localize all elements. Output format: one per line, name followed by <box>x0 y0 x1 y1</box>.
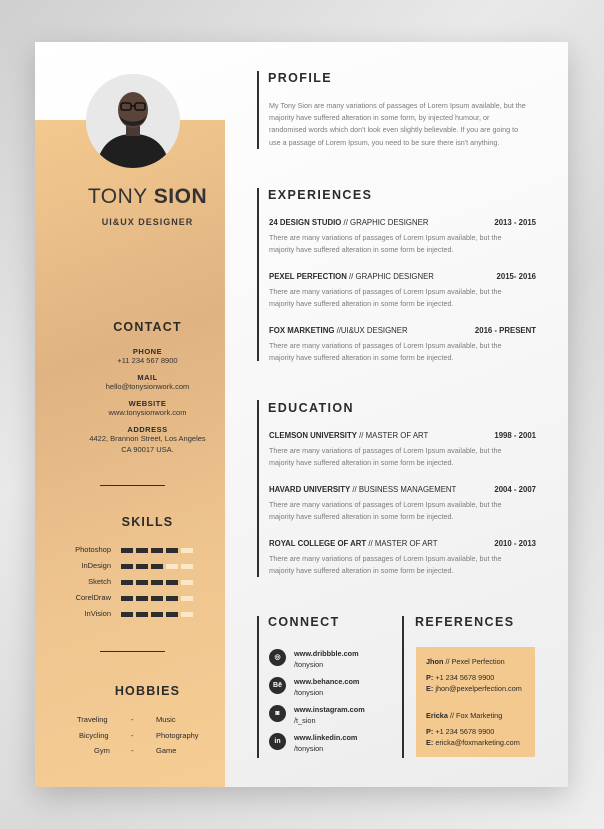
entry-description-line: There are many variations of passages of Lorem Ipsum available, but the <box>269 287 502 296</box>
skill-dot-filled <box>121 548 133 553</box>
entry-organization: CLEMSON UNIVERSITY <box>269 431 357 440</box>
reference-separator: // <box>447 711 457 720</box>
skill-label: InVision <box>84 609 111 618</box>
entry-description-line: majority have suffered alteration in some form be injected. <box>269 245 454 255</box>
entry-years: 2015- 2016 <box>496 272 536 281</box>
skill-dot-empty <box>181 548 193 553</box>
hobby-separator: - <box>131 746 134 755</box>
reference-person: Jhon <box>426 657 444 666</box>
website-value: www.tonysionwork.com <box>108 408 187 417</box>
reference-company: Pexel Perfection <box>451 657 505 666</box>
reference-phone-label: P: <box>426 727 434 736</box>
skill-label: Photoshop <box>75 545 111 554</box>
references-heading: REFERENCES <box>415 615 515 629</box>
entry-heading <box>269 272 434 281</box>
skill-dot-filled <box>151 564 163 569</box>
entry-description-line: There are many variations of passages of Lorem Ipsum available, but the <box>269 446 502 455</box>
entry-position: MASTER OF ART <box>374 539 438 548</box>
reference-phone <box>426 727 494 736</box>
reference-phone-label: P: <box>426 673 434 682</box>
entry-separator: // <box>366 539 375 548</box>
person-name: TONY SION <box>87 185 208 208</box>
entry-years: 2010 - 2013 <box>494 539 536 548</box>
hobby-separator: - <box>131 715 134 724</box>
entry-description-line: majority have suffered alteration in some form be injected. <box>269 299 454 309</box>
skill-dot-empty <box>166 564 178 569</box>
entry-organization: PEXEL PERFECTION <box>269 272 347 281</box>
entry-separator: // <box>350 485 359 494</box>
skill-dot-filled <box>136 612 148 617</box>
divider <box>100 485 165 486</box>
entry-years: 2004 - 2007 <box>494 485 536 494</box>
profile-line: randomised words which don't look even slightly believable. If you are going to <box>269 125 519 135</box>
instagram-icon: ◙ <box>269 705 286 722</box>
hobby-item: Gym <box>94 746 110 755</box>
reference-person: Ericka <box>426 711 448 720</box>
entry-position: UI&UX DESIGNER <box>340 326 408 335</box>
skill-dot-filled <box>121 612 133 617</box>
reference-name <box>426 711 502 720</box>
phone-label: PHONE <box>132 347 163 356</box>
skill-dot-filled <box>166 612 178 617</box>
reference-separator: // <box>443 657 452 666</box>
entry-description <box>269 286 535 310</box>
phone-value: +11 234 567 8900 <box>117 356 178 365</box>
reference-email <box>426 684 522 693</box>
contact-heading: CONTACT <box>113 320 182 334</box>
skill-dot-filled <box>136 596 148 601</box>
skill-dot-filled <box>121 580 133 585</box>
connect-heading: CONNECT <box>268 615 340 629</box>
skill-dot-filled <box>151 580 163 585</box>
skill-label: Sketch <box>88 577 111 586</box>
reference-phone <box>426 673 494 682</box>
entry-organization: HAVARD UNIVERSITY <box>269 485 351 494</box>
education-heading: EDUCATION <box>268 401 354 415</box>
behance-icon: Bē <box>269 677 286 694</box>
connect-handle: /tonysion <box>294 744 324 753</box>
skill-dot-filled <box>151 612 163 617</box>
entry-heading <box>269 539 438 548</box>
address-line-2: CA 90017 USA. <box>121 445 174 454</box>
entry-position: MASTER OF ART <box>365 431 429 440</box>
reference-company: Fox Marketing <box>456 711 503 720</box>
entry-description-line: There are many variations of passages of Lorem Ipsum available, but the <box>269 233 502 242</box>
entry-description-line: majority have suffered alteration in some form be injected. <box>269 512 454 522</box>
connect-site: www.dribbble.com <box>294 649 359 658</box>
connect-handle: /t_sion <box>294 716 316 725</box>
reference-email-label: E: <box>426 738 434 747</box>
entry-heading <box>269 326 408 335</box>
entry-organization: ROYAL COLLEGE OF ART <box>269 539 367 548</box>
skill-label: InDesign <box>81 561 111 570</box>
skill-label: CorelDraw <box>75 593 111 602</box>
hobbies-heading: HOBBIES <box>114 684 181 698</box>
reference-phone-value: +1 234 5678 9900 <box>433 727 495 736</box>
hobby-item: Traveling <box>77 715 108 724</box>
address-label: ADDRESS <box>127 425 168 434</box>
dribbble-icon: ◎ <box>269 649 286 666</box>
skill-row <box>35 545 260 557</box>
hobby-item: Game <box>156 746 177 755</box>
entry-separator: // <box>341 218 351 227</box>
profile-photo <box>86 74 180 168</box>
skill-dot-empty <box>181 580 193 585</box>
reference-phone-value: +1 234 5678 9900 <box>433 673 495 682</box>
linkedin-icon: in <box>269 733 286 750</box>
reference-email-value: ericka@foxmarketing.com <box>433 738 520 747</box>
entry-years: 1998 - 2001 <box>494 431 536 440</box>
skill-dot-filled <box>166 580 178 585</box>
entry-heading <box>269 431 428 440</box>
entry-description <box>269 499 535 523</box>
entry-description-line: majority have suffered alteration in some form be injected. <box>269 458 454 468</box>
divider <box>100 651 165 652</box>
job-title: UI&UX DESIGNER <box>101 217 194 227</box>
skill-dot-empty <box>181 564 193 569</box>
entry-description-line: There are many variations of passages of Lorem Ipsum available, but the <box>269 554 502 563</box>
entry-description-line: There are many variations of passages of Lorem Ipsum available, but the <box>269 500 502 509</box>
address-line-1: 4422, Brannon Street, Los Angeles <box>89 434 206 443</box>
connect-site: www.behance.com <box>294 677 360 686</box>
entry-description-line: majority have suffered alteration in some form be injected. <box>269 566 454 576</box>
skill-dot-empty <box>181 612 193 617</box>
connect-link <box>294 676 359 698</box>
entry-years: 2016 - PRESENT <box>474 326 536 335</box>
skill-dot-filled <box>136 548 148 553</box>
skill-dot-filled <box>151 548 163 553</box>
connect-link <box>294 732 357 754</box>
resume-sheet <box>35 42 568 787</box>
profile-line: majority have suffered alteration in some form, by injected humour, or <box>269 113 490 123</box>
hobby-item: Music <box>156 715 176 724</box>
skill-dot-filled <box>151 596 163 601</box>
hobby-item: Photography <box>156 731 199 740</box>
entry-organization: 24 DESIGN STUDIO <box>269 218 342 227</box>
entry-separator: // <box>346 272 356 281</box>
connect-link <box>294 704 365 726</box>
skill-dot-filled <box>166 548 178 553</box>
skill-row <box>35 609 260 621</box>
experiences-heading: EXPERIENCES <box>268 188 373 202</box>
section-bar <box>257 188 259 361</box>
reference-name <box>426 657 505 666</box>
entry-position: GRAPHIC DESIGNER <box>355 272 434 281</box>
connect-site: www.linkedin.com <box>294 733 358 742</box>
connect-handle: /tonysion <box>294 660 324 669</box>
skill-dot-filled <box>121 564 133 569</box>
section-bar <box>257 400 259 577</box>
entry-separator: // <box>356 431 366 440</box>
entry-heading <box>269 218 428 227</box>
skill-dot-filled <box>136 564 148 569</box>
entry-heading <box>269 485 456 494</box>
section-bar <box>257 71 259 149</box>
reference-email <box>426 738 520 747</box>
entry-description <box>269 232 535 256</box>
entry-separator: // <box>334 326 341 335</box>
section-bar <box>257 616 259 758</box>
skill-dot-filled <box>121 596 133 601</box>
entry-description-line: majority have suffered alteration in some form be injected. <box>269 353 454 363</box>
connect-handle: /tonysion <box>294 688 324 697</box>
skill-row <box>35 593 260 605</box>
mail-label: MAIL <box>137 373 158 382</box>
website-label: WEBSITE <box>128 399 167 408</box>
skills-heading: SKILLS <box>121 515 174 529</box>
entry-years: 2013 - 2015 <box>494 218 536 227</box>
skill-dot-filled <box>136 580 148 585</box>
hobby-separator: - <box>131 731 134 740</box>
section-bar <box>402 616 404 758</box>
profile-line: use a passage of Lorem Ipsum, you need to be sure there isn't anything. <box>269 137 500 147</box>
entry-description <box>269 445 535 469</box>
profile-line: My Tony Sion are many variations of passages of Lorem Ipsum available, but the <box>269 101 526 110</box>
entry-position: BUSINESS MANAGEMENT <box>358 485 457 494</box>
skill-dot-empty <box>181 596 193 601</box>
connect-site: www.instagram.com <box>294 705 365 714</box>
profile-text <box>269 100 535 149</box>
entry-position: GRAPHIC DESIGNER <box>350 218 429 227</box>
hobby-item: Bicycling <box>79 731 109 740</box>
entry-description-line: There are many variations of passages of Lorem Ipsum available, but the <box>269 341 502 350</box>
profile-heading: PROFILE <box>268 71 332 85</box>
entry-description <box>269 553 535 577</box>
skill-row <box>35 561 260 573</box>
connect-link <box>294 648 359 670</box>
entry-organization: FOX MARKETING <box>269 326 335 335</box>
skill-row <box>35 577 260 589</box>
reference-email-value: jhon@pexelperfection.com <box>433 684 522 693</box>
reference-email-label: E: <box>426 684 434 693</box>
skill-dot-filled <box>166 596 178 601</box>
entry-description <box>269 340 535 364</box>
mail-value: hello@tonysionwork.com <box>105 382 190 391</box>
